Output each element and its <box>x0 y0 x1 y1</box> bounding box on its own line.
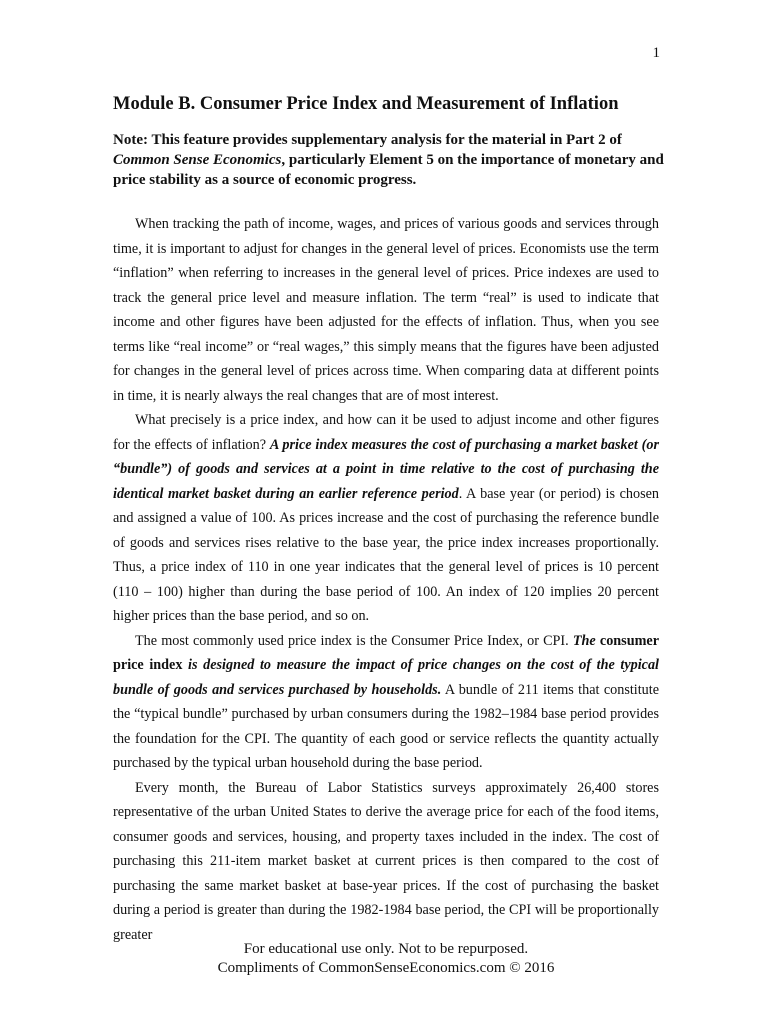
paragraph-bls-survey: Every month, the Bureau of Labor Statistics surveys approximately 26,400 stores representative of the urban United States to derive the average price for each of the food items, consumer goods and services, housing, and property taxes included in the index. The cost of purchasing this 211-item market basket at current prices is then compared to the cost of purchasing the same market basket at base-year prices. If the cost of purchasing the basket during a period is greater than during the 1982-1984 base period, the CPI will be proportionally greater <box>113 779 659 943</box>
cpi-definition: is designed to measure the impact of price changes on the cost of the typical bundle of goods and services purchased by households. <box>113 657 659 698</box>
page-number: 1 <box>652 45 660 61</box>
note-paragraph <box>113 130 673 190</box>
paragraph-price-index <box>113 408 659 629</box>
paragraph-inflation-intro: When tracking the path of income, wages, and prices of various goods and services through time, it is important to adjust for changes in the general level of prices. Economists use the term “inflation” when referring to increases in the general level of prices. Price indexes are used to track the general price level and measure inflation. The term “real” is used to indicate that income and other figures have been adjusted for the effects of inflation. Thus, when you see terms like “real income” or “real wages,” this simply means that the figures have been adjusted for changes in the general level of prices across time. When comparing data at different points in time, it is nearly always the real changes that are of most interest. <box>113 216 659 404</box>
page-footer <box>113 940 659 978</box>
paragraph-tail: . A base year (or period) is chosen and assigned a value of 100. As prices increase and the cost of purchasing the reference bundle of goods and services rises relative to the base year, the price index increases proportionally. Thus, a price index of 110 in one year indicates that the general level of prices is 10 percent (110 – 100) higher than during the base period of 100. An index of 120 implies 20 percent higher prices than the base period, and so on. <box>113 485 659 624</box>
cpi-term: consumer price index <box>113 632 660 673</box>
paragraph-lead: The most commonly used price index is the Consumer Price Index, or CPI. <box>135 632 573 649</box>
cpi-the: The <box>572 632 596 649</box>
note-lead: Note: This feature provides supplementary analysis for the material in Part 2 of <box>113 132 622 148</box>
body-text <box>113 212 659 947</box>
footer-usage-note: For educational use only. Not to be repurposed. <box>243 941 529 957</box>
price-index-definition: A price index measures the cost of purchasing a market basket (or “bundle”) of goods and services at a point in time relative to the cost of purchasing the identical market basket during an earlier reference period <box>113 436 660 502</box>
paragraph-lead: What precisely is a price index, and how can it be used to adjust income and other figures for the effects of inflation? <box>113 412 659 453</box>
book-title: Common Sense Economics <box>113 152 282 168</box>
paragraph-cpi <box>113 629 659 776</box>
paragraph-tail: A bundle of 211 items that constitute the “typical bundle” purchased by urban consumers during the 1982–1984 base period provides the foundation for the CPI. The quantity of each good or service reflects the quantity actually purchased by the typical urban household during the base period. <box>113 681 659 771</box>
footer-copyright: Compliments of CommonSenseEconomics.com © 2016 <box>217 960 555 976</box>
page-title: Module B. Consumer Price Index and Measurement of Inflation <box>113 94 619 114</box>
note-tail: , particularly Element 5 on the importance of monetary and price stability as a source of economic progress. <box>113 152 664 188</box>
